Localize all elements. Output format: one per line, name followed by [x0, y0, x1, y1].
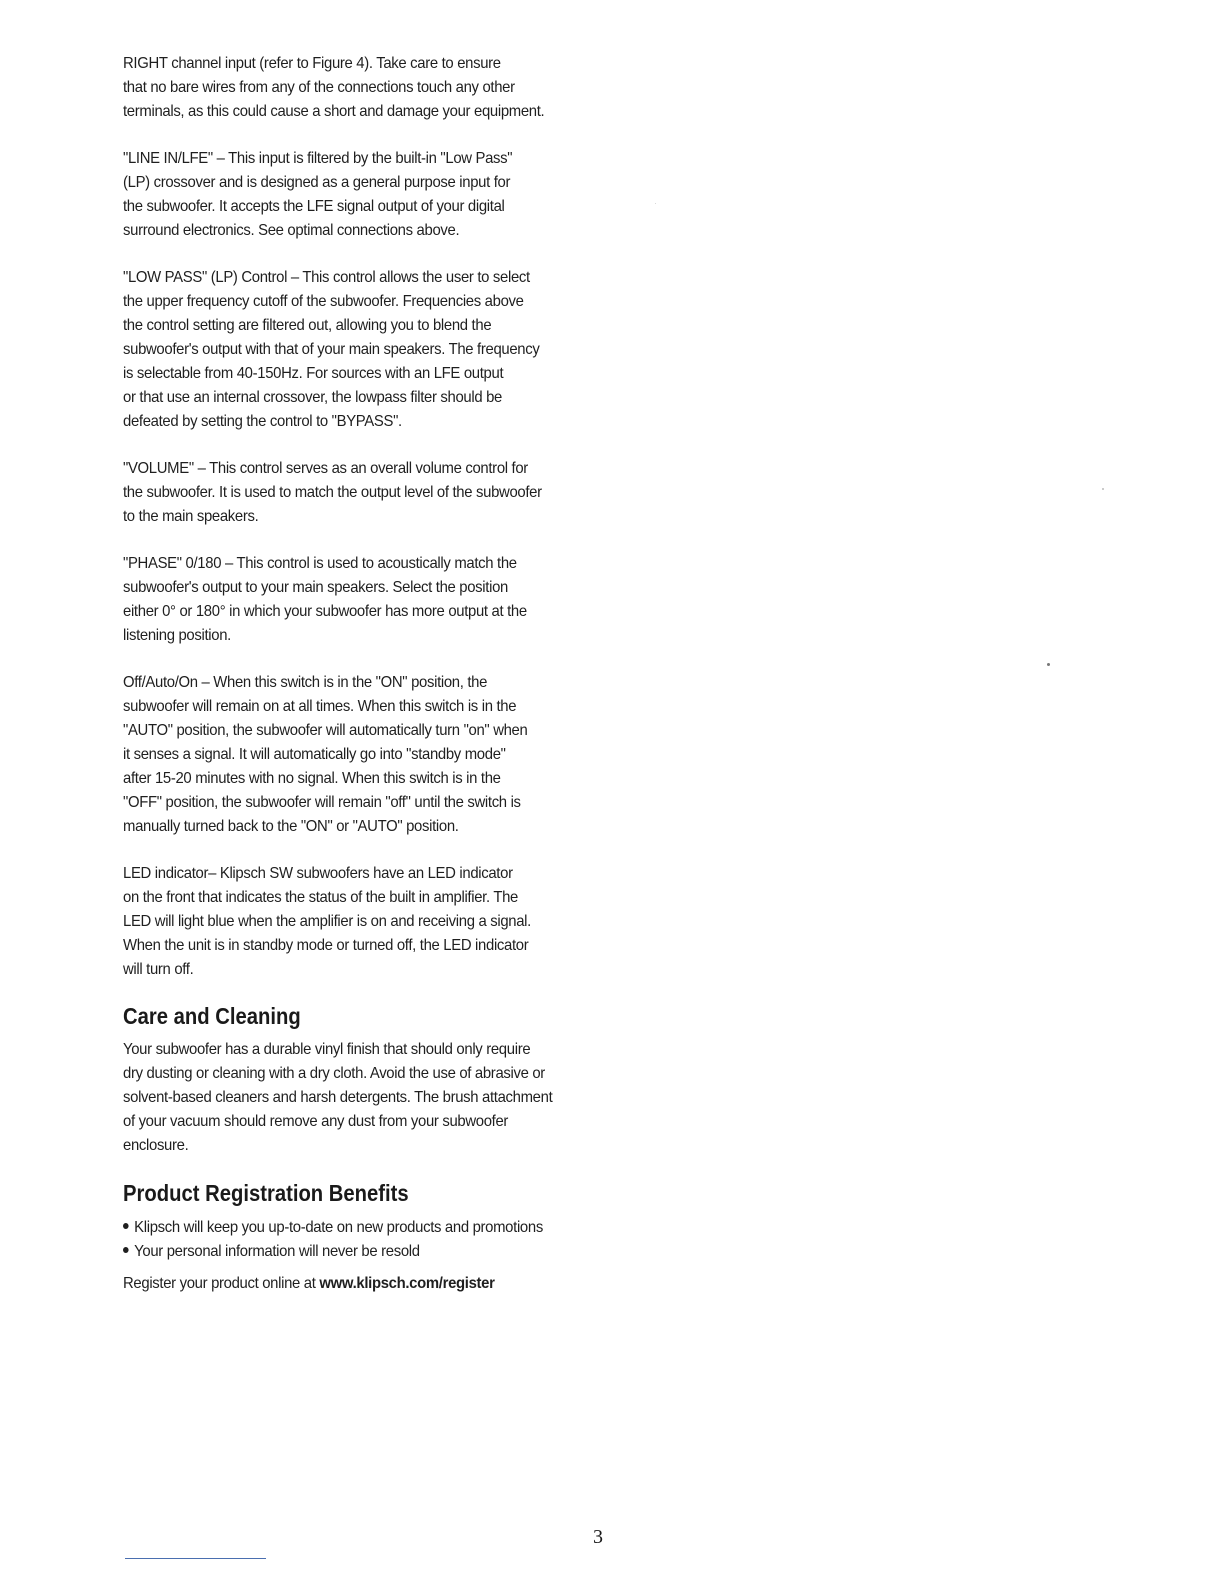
register-prefix: Register your product online at [123, 1275, 320, 1292]
paragraph-low-pass [123, 266, 593, 434]
text-line: the subwoofer. It accepts the LFE signal output of your digital [123, 198, 505, 215]
scan-speck [1047, 663, 1050, 666]
text-line: on the front that indicates the status of the built in amplifier. The [123, 889, 518, 906]
page-number: 3 [593, 1526, 603, 1548]
text-line: "OFF" position, the subwoofer will remain "off" until the switch is [123, 794, 521, 811]
text-line: (LP) crossover and is designed as a general purpose input for [123, 174, 511, 191]
paragraph-line-in-lfe [123, 147, 593, 243]
list-item [123, 1240, 593, 1264]
text-line: manually turned back to the "ON" or "AUTO" position. [123, 818, 459, 835]
bullet-icon [123, 1247, 129, 1253]
text-line: is selectable from 40-150Hz. For sources with an LFE output [123, 365, 504, 382]
text-line: "LINE IN/LFE" – This input is filtered by the built-in "Low Pass" [123, 150, 513, 167]
paragraph-volume [123, 457, 593, 529]
text-line: "AUTO" position, the subwoofer will automatically turn "on" when [123, 722, 528, 739]
bullet-icon [123, 1223, 129, 1229]
paragraph-right-channel [123, 52, 593, 124]
text-line: that no bare wires from any of the connections touch any other [123, 79, 515, 96]
scan-speck [655, 203, 656, 204]
paragraph-phase [123, 552, 593, 648]
text-line: subwoofer's output to your main speakers. Select the position [123, 579, 508, 596]
text-line: defeated by setting the control to "BYPASS". [123, 413, 402, 430]
text-line: dry dusting or cleaning with a dry cloth. Avoid the use of abrasive or [123, 1065, 545, 1082]
text-line: surround electronics. See optimal connections above. [123, 222, 460, 239]
text-line: after 15-20 minutes with no signal. When this switch is in the [123, 770, 501, 787]
text-line: Off/Auto/On – When this switch is in the "ON" position, the [123, 674, 488, 691]
text-line: listening position. [123, 627, 231, 644]
text-line: solvent-based cleaners and harsh detergents. The brush attachment [123, 1089, 553, 1106]
text-line: "VOLUME" – This control serves as an overall volume control for [123, 460, 528, 477]
list-item [123, 1216, 593, 1240]
scan-speck [1102, 488, 1104, 490]
text-line: LED indicator– Klipsch SW subwoofers have an LED indicator [123, 865, 513, 882]
text-line: enclosure. [123, 1137, 189, 1154]
bullet-text: Klipsch will keep you up-to-date on new products and promotions [134, 1219, 543, 1236]
text-line: it senses a signal. It will automatically go into "standby mode" [123, 746, 506, 763]
text-line: "PHASE" 0/180 – This control is used to acoustically match the [123, 555, 517, 572]
register-text [123, 1272, 593, 1296]
benefits-list [123, 1216, 593, 1264]
text-line: or that use an internal crossover, the lowpass filter should be [123, 389, 503, 406]
text-line: either 0° or 180° in which your subwoofer has more output at the [123, 603, 527, 620]
text-line: will turn off. [123, 961, 194, 978]
text-line: When the unit is in standby mode or turned off, the LED indicator [123, 937, 529, 954]
register-line [123, 1272, 593, 1296]
text-line: subwoofer will remain on at all times. When this switch is in the [123, 698, 517, 715]
text-line: terminals, as this could cause a short and damage your equipment. [123, 103, 545, 120]
text-line: the control setting are filtered out, allowing you to blend the [123, 317, 492, 334]
paragraph-led-indicator [123, 862, 593, 982]
care-paragraph [123, 1038, 593, 1158]
footnote-divider [125, 1558, 266, 1559]
text-line: Your subwoofer has a durable vinyl finish that should only require [123, 1041, 531, 1058]
registration-heading: Product Registration Benefits [123, 1180, 409, 1206]
text-line: the subwoofer. It is used to match the output level of the subwoofer [123, 484, 542, 501]
text-line: of your vacuum should remove any dust from your subwoofer [123, 1113, 509, 1130]
text-line: LED will light blue when the amplifier is on and receiving a signal. [123, 913, 531, 930]
text-line: "LOW PASS" (LP) Control – This control allows the user to select [123, 269, 530, 286]
text-line: RIGHT channel input (refer to Figure 4). Take care to ensure [123, 55, 501, 72]
bullet-text: Your personal information will never be resold [134, 1243, 420, 1260]
page-body [123, 52, 593, 1296]
text-line: to the main speakers. [123, 508, 259, 525]
paragraph-off-auto-on [123, 671, 593, 839]
care-heading: Care and Cleaning [123, 1003, 301, 1029]
register-link[interactable]: www.klipsch.com/register [319, 1275, 495, 1292]
text-line: subwoofer's output with that of your main speakers. The frequency [123, 341, 540, 358]
text-line: the upper frequency cutoff of the subwoofer. Frequencies above [123, 293, 524, 310]
